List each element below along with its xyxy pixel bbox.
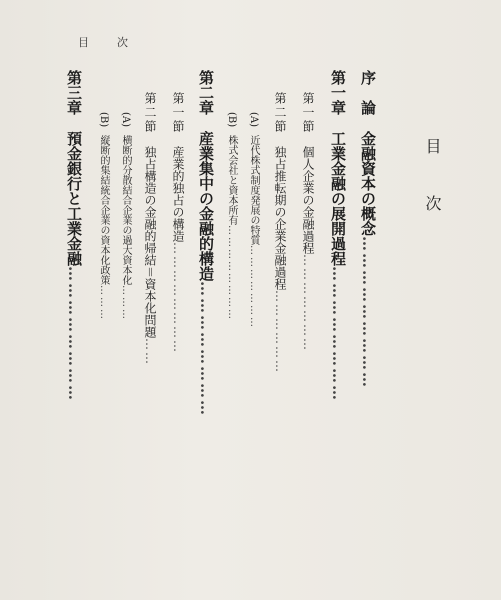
toc-title: 目 次 (423, 138, 442, 230)
leader-dots: ……… (120, 285, 131, 322)
leader-dots: ………………… (248, 245, 259, 330)
toc-entry-ch1-section-1 (300, 92, 317, 472)
entry-label: 第二節 (143, 92, 157, 134)
entry-label: 第二節 (273, 92, 287, 134)
leader-dots: ……… (98, 285, 109, 322)
entry-label: (A) (248, 112, 259, 128)
toc-entry-chapter-1 (328, 70, 349, 470)
toc-entry-ch2-section-1 (170, 92, 187, 472)
entry-title: 工業金融の展開過程 (329, 131, 347, 266)
leader-dots: …………………… (197, 281, 215, 417)
entry-label: 第三章 (65, 70, 83, 115)
entry-label: (B) (98, 112, 109, 128)
entry-label: 第二章 (197, 70, 215, 115)
leader-dots: …… (143, 338, 157, 367)
entry-title: 独占構造の金融的帰結＝資本化問題 (143, 146, 157, 339)
toc-entry-introduction (358, 70, 379, 470)
leader-dots: …………………… (65, 266, 83, 402)
entry-title: 横断的分散結合企業の過大資本化 (120, 135, 131, 286)
toc-entry-ch2-section-2 (142, 92, 159, 472)
entry-label: (A) (120, 112, 131, 128)
entry-label: (B) (226, 112, 237, 128)
running-header: 目次 (78, 36, 156, 49)
entry-title: 株式会社と資本所有 (226, 135, 237, 226)
toc-entry-ch1-section-2 (272, 92, 289, 472)
toc-entry-ch1-sub-a (246, 112, 261, 472)
entry-title: 個人企業の金融過程 (301, 146, 315, 254)
entry-title: 産業集中の金融的構造 (197, 131, 215, 281)
entry-title: 縦断的集結統合企業の資本化政策 (98, 135, 109, 286)
entry-label: 序 論 (359, 70, 377, 115)
leader-dots: ……………………… (359, 236, 377, 389)
entry-label: 第一節 (171, 92, 185, 134)
leader-dots: …………………… (171, 242, 185, 354)
toc-entry-ch2-sub-b (96, 112, 111, 472)
leader-dots: ………………… (301, 254, 315, 352)
leader-dots: …………………… (329, 266, 347, 402)
toc-entry-chapter-3 (64, 70, 85, 470)
leader-dots: …………………… (226, 225, 237, 322)
toc-entry-ch2-sub-a (118, 112, 133, 472)
toc-entry-ch1-sub-b (224, 112, 239, 472)
toc-entry-chapter-2 (196, 70, 217, 470)
entry-title: 独占推転期の企業金融過程 (273, 146, 287, 290)
entry-label: 第一章 (329, 70, 347, 115)
entry-title: 産業的独占の構造 (171, 146, 185, 242)
entry-title: 近代株式制度発展の特質 (248, 135, 259, 246)
leader-dots: ……………… (273, 290, 287, 374)
entry-title: 預金銀行と工業金融 (65, 131, 83, 266)
entry-label: 第一節 (301, 92, 315, 134)
entry-title: 金融資本の概念 (359, 131, 377, 236)
